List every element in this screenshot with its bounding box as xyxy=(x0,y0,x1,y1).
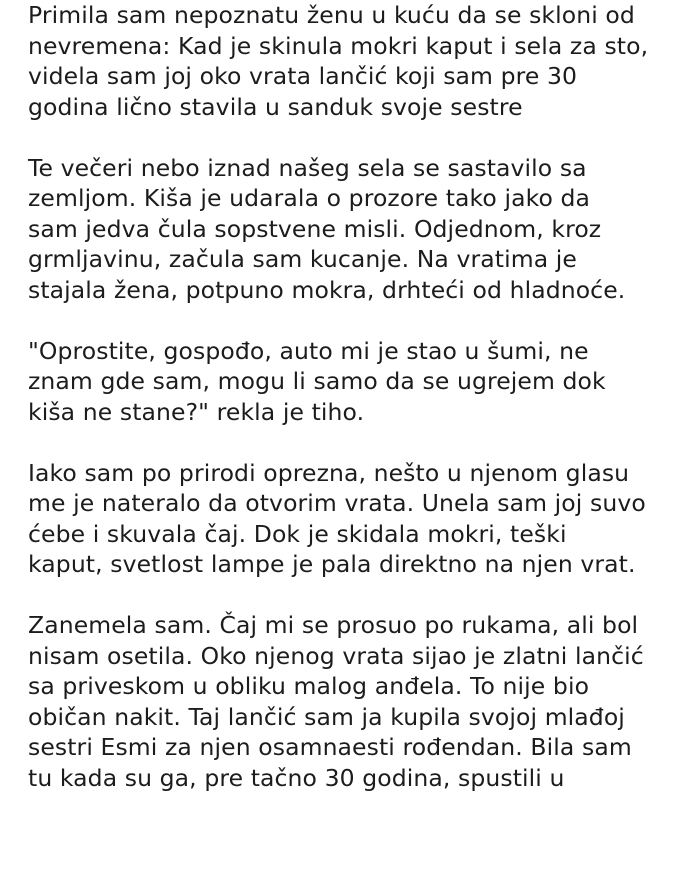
paragraph-spacer xyxy=(28,580,678,611)
paragraph-spacer xyxy=(28,427,678,458)
paragraph-spacer xyxy=(28,122,678,153)
text-line: običan nakit. Taj lančić sam ja kupila svojoj mlađoj xyxy=(28,702,625,731)
text-line: kiša ne stane?" rekla je tiho. xyxy=(28,397,365,426)
text-line: zemljom. Kiša je udarala o prozore tako jako da xyxy=(28,184,591,212)
text-line: grmljavinu, začula sam kucanje. Na vratima je xyxy=(28,245,577,273)
text-line: ćebe i skuvala čaj. Dok je skidala mokri, teški xyxy=(28,519,567,548)
text-line: "Oprostite, gospođo, auto mi je stao u šumi, ne xyxy=(28,336,589,365)
text-line: znam gde sam, mogu li samo da se ugrejem dok xyxy=(28,367,606,395)
text-line: tu kada su ga, pre tačno 30 godina, spustili u xyxy=(28,763,565,792)
paragraph xyxy=(28,153,678,306)
paragraph xyxy=(28,336,678,428)
text-line: videla sam joj oko vrata lančić koji sam pre 30 xyxy=(28,62,578,90)
paragraph-spacer xyxy=(28,305,678,336)
text-line: sa priveskom u obliku malog anđela. To nije bio xyxy=(28,672,590,700)
paragraph xyxy=(28,0,678,122)
text-line: sam jedva čula sopstvene misli. Odjednom, kroz xyxy=(28,214,602,243)
text-line: me je nateralo da otvorim vrata. Unela sam joj suvo xyxy=(28,489,646,517)
paragraph xyxy=(28,458,678,580)
text-line: sestri Esmi za njen osamnaesti rođendan. Bila sam xyxy=(28,733,632,761)
text-line: stajala žena, potpuno mokra, drhteći od hladnoće. xyxy=(28,275,626,304)
text-line: Iako sam po prirodi oprezna, nešto u njenom glasu xyxy=(28,458,630,487)
text-line: godina lično stavila u sanduk svoje sestre xyxy=(28,92,523,121)
post-body xyxy=(28,0,678,793)
paragraph xyxy=(28,610,678,793)
text-line: kaput, svetlost lampe je pala direktno na njen vrat. xyxy=(28,550,636,578)
text-line: nevremena: Kad je skinula mokri kaput i sela za sto, xyxy=(28,31,649,60)
text-line: nisam osetila. Oko njenog vrata sijao je zlatni lančić xyxy=(28,641,644,670)
text-line: Primila sam nepoznatu ženu u kuću da se skloni od xyxy=(28,1,635,29)
text-line: Te večeri nebo iznad našeg sela se sastavilo sa xyxy=(28,153,587,182)
text-line: Zanemela sam. Čaj mi se prosuo po rukama, ali bol xyxy=(28,611,639,639)
